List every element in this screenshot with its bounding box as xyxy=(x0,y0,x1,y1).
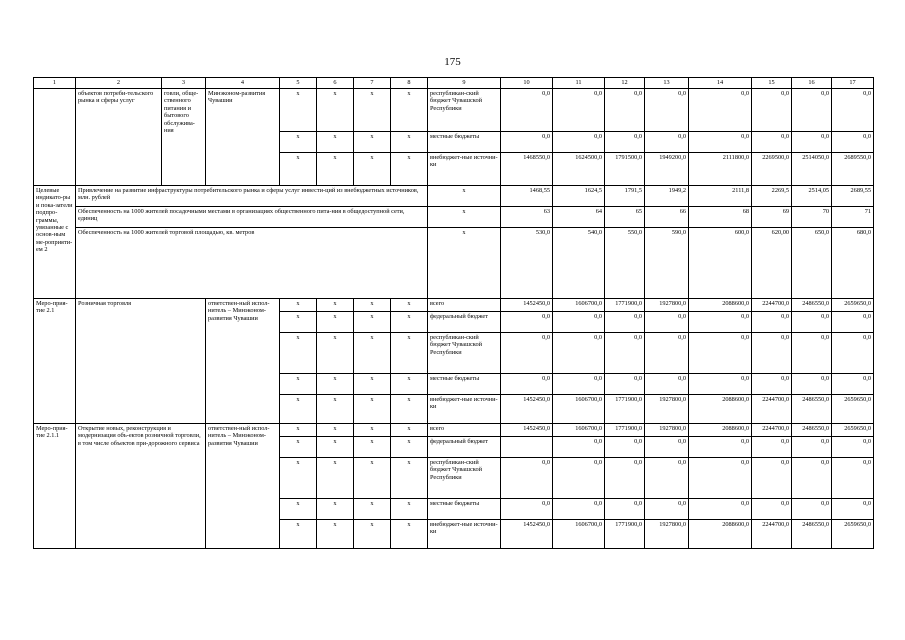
x-mark: х xyxy=(391,312,428,333)
column-number: 16 xyxy=(792,78,832,89)
x-mark: х xyxy=(317,132,354,153)
x-mark: х xyxy=(280,299,317,312)
value-cell: 2659650,0 xyxy=(832,424,874,437)
value-cell: 1624500,0 xyxy=(553,153,605,186)
column-number: 8 xyxy=(391,78,428,89)
value-cell: 0,0 xyxy=(553,437,605,458)
value-cell: 1771900,0 xyxy=(605,299,645,312)
value-cell: 1452450,0 xyxy=(501,424,553,437)
target-row xyxy=(34,207,874,228)
value-cell: 0,0 xyxy=(605,89,645,132)
value-cell: 620,00 xyxy=(752,228,792,299)
value-cell: 0,0 xyxy=(832,132,874,153)
x-mark: х xyxy=(280,520,317,549)
value-cell: 2111,8 xyxy=(689,186,752,207)
value-cell: 2486550,0 xyxy=(792,395,832,424)
x-mark: х xyxy=(317,374,354,395)
value-cell: 1771900,0 xyxy=(605,395,645,424)
value-cell: 0,0 xyxy=(553,499,605,520)
value-cell: 2659650,0 xyxy=(832,299,874,312)
measure-name: Розничная торговля xyxy=(76,299,206,424)
value-cell: 0,0 xyxy=(689,374,752,395)
value-cell: 1624,5 xyxy=(553,186,605,207)
value-cell: 64 xyxy=(553,207,605,228)
value-cell: 0,0 xyxy=(645,499,689,520)
column-number: 10 xyxy=(501,78,553,89)
column-number: 5 xyxy=(280,78,317,89)
value-cell: 2659650,0 xyxy=(832,520,874,549)
value-cell: 0,0 xyxy=(501,333,553,374)
value-cell: 0,0 xyxy=(689,333,752,374)
value-cell: 66 xyxy=(645,207,689,228)
x-mark: х xyxy=(428,186,501,207)
value-cell: 0,0 xyxy=(605,437,645,458)
x-mark: х xyxy=(391,333,428,374)
value-cell: 0,0 xyxy=(645,132,689,153)
x-mark: х xyxy=(391,132,428,153)
value-cell: 0,0 xyxy=(645,437,689,458)
value-cell: 0,0 xyxy=(501,374,553,395)
value-cell: 0,0 xyxy=(689,89,752,132)
funding-source: всего xyxy=(428,299,501,312)
value-cell: 550,0 xyxy=(605,228,645,299)
value-cell: 1606700,0 xyxy=(553,395,605,424)
x-mark: х xyxy=(317,424,354,437)
column-number: 3 xyxy=(162,78,206,89)
value-cell: 2088600,0 xyxy=(689,424,752,437)
value-cell: 1452450,0 xyxy=(501,395,553,424)
x-mark: х xyxy=(317,89,354,132)
value-cell: 0,0 xyxy=(553,132,605,153)
value-cell: 0,0 xyxy=(645,374,689,395)
x-mark: х xyxy=(280,333,317,374)
funding-source: внебюджет-ные источни-ки xyxy=(428,520,501,549)
value-cell: 1606700,0 xyxy=(553,424,605,437)
value-cell: 680,0 xyxy=(832,228,874,299)
x-mark: х xyxy=(280,395,317,424)
value-cell: 2486550,0 xyxy=(792,520,832,549)
column-number: 7 xyxy=(354,78,391,89)
value-cell: 0,0 xyxy=(645,89,689,132)
value-cell: 0,0 xyxy=(832,458,874,499)
value-cell: 2088600,0 xyxy=(689,299,752,312)
x-mark: х xyxy=(391,520,428,549)
x-mark: х xyxy=(317,299,354,312)
value-cell: 2088600,0 xyxy=(689,520,752,549)
x-mark: х xyxy=(391,374,428,395)
measure-label: Меро-прия-тие 2.1.1 xyxy=(34,424,76,549)
x-mark: х xyxy=(280,89,317,132)
value-cell: 1791,5 xyxy=(605,186,645,207)
x-mark: х xyxy=(354,437,391,458)
x-mark: х xyxy=(317,333,354,374)
value-cell: 0,0 xyxy=(553,312,605,333)
x-mark: х xyxy=(354,333,391,374)
value-cell: 2088600,0 xyxy=(689,395,752,424)
funding-source: местные бюджеты xyxy=(428,499,501,520)
value-cell: 0,0 xyxy=(752,437,792,458)
x-mark: х xyxy=(391,499,428,520)
value-cell: 1927800,0 xyxy=(645,424,689,437)
value-cell: 600,0 xyxy=(689,228,752,299)
targets-label: Целевые индикато-ры и пока-затели подпро-граммы, увязанные с основ-ным ме-роприяти-ем 2 xyxy=(34,186,76,299)
value-cell: 2689,55 xyxy=(832,186,874,207)
value-cell: 0,0 xyxy=(645,333,689,374)
value-cell: 0,0 xyxy=(832,333,874,374)
value-cell: 0,0 xyxy=(792,458,832,499)
value-cell: 0,0 xyxy=(605,333,645,374)
value-cell: 2514050,0 xyxy=(792,153,832,186)
value-cell: 0,0 xyxy=(752,499,792,520)
x-mark: х xyxy=(317,458,354,499)
funding-source: местные бюджеты xyxy=(428,132,501,153)
x-mark: х xyxy=(391,395,428,424)
funding-row xyxy=(34,89,874,132)
value-cell: 0,0 xyxy=(752,312,792,333)
column-number: 6 xyxy=(317,78,354,89)
value-cell: 2659650,0 xyxy=(832,395,874,424)
x-mark: х xyxy=(280,437,317,458)
value-cell: 0,0 xyxy=(689,458,752,499)
value-cell: 2269,5 xyxy=(752,186,792,207)
value-cell: 0,0 xyxy=(752,132,792,153)
value-cell: 0,0 xyxy=(553,458,605,499)
column-number: 14 xyxy=(689,78,752,89)
value-cell: 1452450,0 xyxy=(501,520,553,549)
funding-source: местные бюджеты xyxy=(428,374,501,395)
value-cell: 1771900,0 xyxy=(605,424,645,437)
x-mark: х xyxy=(317,153,354,186)
indicator-text: Привлечение на развитие инфраструктуры потребительского рынка и сферы услуг инвести-ций из внебюджетных источников, млн. рублей xyxy=(76,186,428,207)
column-number: 15 xyxy=(752,78,792,89)
funding-source: республикан-ский бюджет Чувашской Республики xyxy=(428,458,501,499)
value-cell: 0,0 xyxy=(792,499,832,520)
value-cell: 0,0 xyxy=(752,333,792,374)
funding-source: федеральный бюджет xyxy=(428,312,501,333)
value-cell: 1771900,0 xyxy=(605,520,645,549)
value-cell: 65 xyxy=(605,207,645,228)
x-mark: х xyxy=(354,312,391,333)
value-cell: 1791500,0 xyxy=(605,153,645,186)
indicator-text: Обеспеченность на 1000 жителей торговой площадью, кв. метров xyxy=(76,228,428,299)
x-mark: х xyxy=(317,520,354,549)
value-cell: 0,0 xyxy=(792,312,832,333)
funding-source: всего xyxy=(428,424,501,437)
x-mark: х xyxy=(354,299,391,312)
x-mark: х xyxy=(280,458,317,499)
x-mark: х xyxy=(354,153,391,186)
funding-source: республикан-ский бюджет Чувашской Республики xyxy=(428,333,501,374)
value-cell: 0,0 xyxy=(645,458,689,499)
x-mark: х xyxy=(317,499,354,520)
column-number: 1 xyxy=(34,78,76,89)
header-row xyxy=(34,78,874,89)
x-mark: х xyxy=(391,299,428,312)
value-cell: 2244700,0 xyxy=(752,395,792,424)
page-number: 175 xyxy=(444,56,461,68)
x-mark: х xyxy=(354,424,391,437)
x-mark: х xyxy=(280,424,317,437)
x-mark: х xyxy=(317,395,354,424)
x-mark: х xyxy=(391,458,428,499)
value-cell: 0,0 xyxy=(605,458,645,499)
value-cell: 650,0 xyxy=(792,228,832,299)
column-number: 11 xyxy=(553,78,605,89)
value-cell: 0,0 xyxy=(832,312,874,333)
funding-source: республикан-ский бюджет Чувашской Республики xyxy=(428,89,501,132)
value-cell: 1606700,0 xyxy=(553,299,605,312)
column-number: 13 xyxy=(645,78,689,89)
measure-label: Меро-прия-тие 2.1 xyxy=(34,299,76,424)
value-cell: 0,0 xyxy=(832,374,874,395)
x-mark: х xyxy=(354,458,391,499)
value-cell: 70 xyxy=(792,207,832,228)
x-mark: х xyxy=(354,520,391,549)
column-number: 2 xyxy=(76,78,162,89)
x-mark: х xyxy=(280,499,317,520)
value-cell: 2244700,0 xyxy=(752,520,792,549)
value-cell: 0,0 xyxy=(553,333,605,374)
value-cell: 1468550,0 xyxy=(501,153,553,186)
value-cell: 0,0 xyxy=(832,499,874,520)
value-cell: 2486550,0 xyxy=(792,424,832,437)
value-cell: 0,0 xyxy=(792,132,832,153)
responsible: ответствен-ный испол-нитель – Минэконом-развития Чувашии xyxy=(206,299,280,424)
value-cell: 1452450,0 xyxy=(501,299,553,312)
x-mark: х xyxy=(354,89,391,132)
column-number: 17 xyxy=(832,78,874,89)
value-cell: 1606700,0 xyxy=(553,520,605,549)
value-cell: 0,0 xyxy=(689,312,752,333)
x-mark: х xyxy=(391,153,428,186)
value-cell: 1468,55 xyxy=(501,186,553,207)
value-cell: 0,0 xyxy=(605,132,645,153)
value-cell: 0,0 xyxy=(553,374,605,395)
value-cell: 68 xyxy=(689,207,752,228)
value-cell: 2269500,0 xyxy=(752,153,792,186)
value-cell: 2244700,0 xyxy=(752,424,792,437)
value-cell: 2486550,0 xyxy=(792,299,832,312)
value-cell: 0,0 xyxy=(832,437,874,458)
value-cell: 2244700,0 xyxy=(752,299,792,312)
x-mark: х xyxy=(280,312,317,333)
value-cell: 0,0 xyxy=(792,89,832,132)
value-cell: 0,0 xyxy=(501,89,553,132)
x-mark: х xyxy=(428,228,501,299)
value-cell: 2514,05 xyxy=(792,186,832,207)
value-cell: 1949200,0 xyxy=(645,153,689,186)
funding-source: внебюджет-ные источни-ки xyxy=(428,395,501,424)
value-cell: 0,0 xyxy=(752,89,792,132)
value-cell: 63 xyxy=(501,207,553,228)
value-cell: 0,0 xyxy=(501,499,553,520)
empty-cell xyxy=(34,89,76,186)
x-mark: х xyxy=(391,437,428,458)
value-cell: 0,0 xyxy=(792,437,832,458)
value-cell: 590,0 xyxy=(645,228,689,299)
responsible: Минэконом-развития Чувашии xyxy=(206,89,280,186)
value-cell: 0,0 xyxy=(832,89,874,132)
value-cell: 2111800,0 xyxy=(689,153,752,186)
funding-row xyxy=(34,299,874,312)
value-cell: 0,0 xyxy=(605,499,645,520)
measure-name: объектов потреби-тельского рынка и сферы услуг xyxy=(76,89,162,186)
value-cell: 530,0 xyxy=(501,228,553,299)
value-cell: 0,0 xyxy=(752,458,792,499)
value-cell: 1949,2 xyxy=(645,186,689,207)
value-cell: 69 xyxy=(752,207,792,228)
x-mark: х xyxy=(354,374,391,395)
column-number: 12 xyxy=(605,78,645,89)
x-mark: х xyxy=(428,207,501,228)
value-cell: 71 xyxy=(832,207,874,228)
value-cell: 0,0 xyxy=(553,89,605,132)
target-row xyxy=(34,228,874,299)
value-cell: 2689550,0 xyxy=(832,153,874,186)
value-cell: 0,0 xyxy=(689,437,752,458)
value-cell: 0,0 xyxy=(792,374,832,395)
value-cell: 0,0 xyxy=(645,312,689,333)
funding-source: федеральный бюджет xyxy=(428,437,501,458)
x-mark: х xyxy=(354,395,391,424)
value-cell: 1927800,0 xyxy=(645,520,689,549)
value-cell: 1927800,0 xyxy=(645,395,689,424)
value-cell: 0,0 xyxy=(605,312,645,333)
x-mark: х xyxy=(280,153,317,186)
x-mark: х xyxy=(391,89,428,132)
x-mark: х xyxy=(280,374,317,395)
value-cell: 1927800,0 xyxy=(645,299,689,312)
column-number: 4 xyxy=(206,78,280,89)
value-cell: 0,0 xyxy=(501,458,553,499)
indicator-text: Обеспеченность на 1000 жителей посадочными местами в организациях общественного пита-ния в общедоступной сети, единиц xyxy=(76,207,428,228)
responsible: ответствен-ный испол-нитель – Минэконом-развития Чувашии xyxy=(206,424,280,549)
value-cell: 0,0 xyxy=(605,374,645,395)
value-cell: 0,0 xyxy=(501,312,553,333)
measure-name: Открытие новых, реконструкция и модернизация объ-ектов розничной торговли, в том числе объектов при-дорожного сервиса xyxy=(76,424,206,549)
column-number: 9 xyxy=(428,78,501,89)
x-mark: х xyxy=(354,499,391,520)
value-cell: 540,0 xyxy=(553,228,605,299)
funding-row xyxy=(34,424,874,437)
value-cell: 0,0 xyxy=(689,499,752,520)
value-cell: 0,0 xyxy=(752,374,792,395)
value-cell: 0,0 xyxy=(501,132,553,153)
budget-table xyxy=(33,77,874,549)
x-mark: х xyxy=(317,437,354,458)
target-row xyxy=(34,186,874,207)
x-mark: х xyxy=(280,132,317,153)
value-cell: 0,0 xyxy=(792,333,832,374)
funding-source: внебюджет-ные источни-ки xyxy=(428,153,501,186)
measure-name-part: говли, обще-ственного питания и бытового обслужива-ния xyxy=(162,89,206,186)
value-cell: 0,0 xyxy=(689,132,752,153)
x-mark: х xyxy=(354,132,391,153)
x-mark: х xyxy=(317,312,354,333)
value-cell xyxy=(501,437,553,458)
x-mark: х xyxy=(391,424,428,437)
